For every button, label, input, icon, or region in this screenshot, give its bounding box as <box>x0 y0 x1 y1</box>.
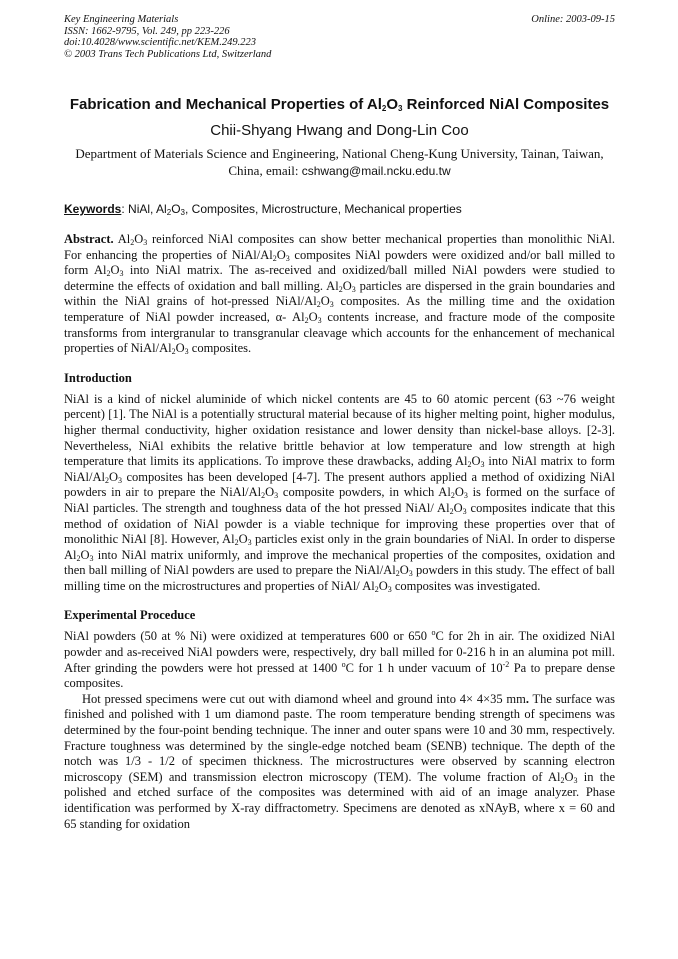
copyright-line: © 2003 Trans Tech Publications Ltd, Switzerland <box>64 48 272 60</box>
paper-title: Fabrication and Mechanical Properties of $Al_2O_3$ Reinforced NiAl Composites <box>69 96 610 113</box>
keywords: Keywords: NiAl, $Al_2O_3$, Composites, Microstructure, Mechanical properties <box>64 202 462 217</box>
journal-header <box>64 14 615 60</box>
online-date: Online: 2003-09-15 <box>531 14 615 25</box>
abstract-label: Abstract. <box>64 232 114 246</box>
doi-line: doi:10.4028/www.scientific.net/KEM.249.223 <box>64 37 256 48</box>
authors: Chii-Shyang Hwang and Dong-Lin Coo <box>210 122 469 139</box>
email-link[interactable]: cshwang@mail.ncku.edu.tw <box>301 164 451 178</box>
paper-page <box>64 14 615 832</box>
journal-name: Key Engineering Materials <box>64 14 179 25</box>
experimental-para-1: NiAl powders (50 at % Ni) were oxidized at temperatures 600 or 650 $^o$C for 2h in air. The oxidized NiAl powder and as-received NiAl powders were, respectively, dry ball milled for 0-216 h in an alumina pot mill. After grinding the powders were hot pressed at 1400 $^o$C for 1 h under vacuum of $10^{-2}$ Pa to prepare dense composites. <box>64 628 616 691</box>
abstract: Abstract. $Al_2O_3$ reinforced NiAl composites can show better mechanical properties than monolithic NiAl. For enhancing the properties of NiAl/$Al_2O_3$ composites NiAl powders were oxidized and/or ball milled to form $Al_2O_3$ into NiAl matrix. The as-received and oxidized/ball milled NiAl powders were studied to determine the effects of oxidation and ball milling. $Al_2O_3$ particles are dispersed in the grain boundaries and within the NiAl grains of hot-pressed NiAl/$Al_2O_3$ composites. As the milling time and the oxidation temperature of NiAl powder increased, α- $Al_2O_3$ contents increase, and fracture mode of the composite transforms from intergranular to transgranular cleavage which accounts for the enhancement of mechanical properties of NiAl/$Al_2O_3$ composites. <box>64 232 616 357</box>
experimental-para-2: Hot pressed specimens were cut out with diamond wheel and ground into 4× 4×35 mm. The surface was finished and polished with 1 um diamond paste. The room temperature bending strength of specimens was determined by the four-point bending technique. The inner and outer spans were 10 and 30 mm, respectively. Fracture toughness was determined by the single-edge notched beam (SENB) technique. The depth of the notch was 1/3 - 1/2 of specimen thickness. The microstructures were observed by scanning electron microscopy (SEM) and transmission electron microscopy (TEM). The volume fraction of $Al_2O_3$ in the polished and etched surface of the composites was determined with aid of an image analyzer. Phase identification was performed by X-ray diffractometry. Specimens are denoted as xNAyB, where x = 60 and 65 standing for oxidation <box>64 691 615 831</box>
affiliation: Department of Materials Science and Engineering, National Cheng-Kung University, Tainan, Taiwan, China, email: cshwang@mail.ncku.edu.tw <box>75 146 604 178</box>
keywords-label: Keywords <box>64 202 122 216</box>
experimental-heading: Experimental Proceduce <box>64 608 196 623</box>
introduction-heading: Introduction <box>64 370 132 385</box>
introduction-body: NiAl is a kind of nickel aluminide of which nickel contents are 45 to 60 atomic percent (63 ~76 weight percent) [1]. The NiAl is a potentially structural material because of its higher melting point, higher modulus, higher thermal conductivity, higher oxidation resistance and lower density than nickel-base alloys. [2-3]. Nevertheless, NiAl exhibits the relative brittle behavior at low temperature and low strength at high temperature that limits its applications. To improve these drawbacks, adding $Al_2O_3$ into NiAl matrix to form NiAl/$Al_2O_3$ composites has been developed [4-7]. The present authors applied a method of oxidizing NiAl powders in air to prepare the NiAl/$Al_2O_3$ composite powders, in which $Al_2O_3$ is formed on the surface of NiAl particles. The strength and toughness data of the hot pressed NiAl/ $Al_2O_3$ composites indicate that this method of oxidation of NiAl powder is a viable technique for improving these properties over that of monolithic NiAl [8]. However, $Al_2O_3$ particles exist only in the grain boundaries of NiAl. In order to disperse $Al_2O_3$ into NiAl matrix uniformly, and improve the mechanical properties of the composites, oxidation and then ball milling of NiAl powders are used to prepare the NiAl/$Al_2O_3$ powders in this study. The effect of ball milling time on the microstructures and properties of NiAl/ $Al_2O_3$ composites was investigated. <box>64 391 615 594</box>
issn-line: ISSN: 1662-9795, Vol. 249, pp 223-226 <box>64 25 230 37</box>
